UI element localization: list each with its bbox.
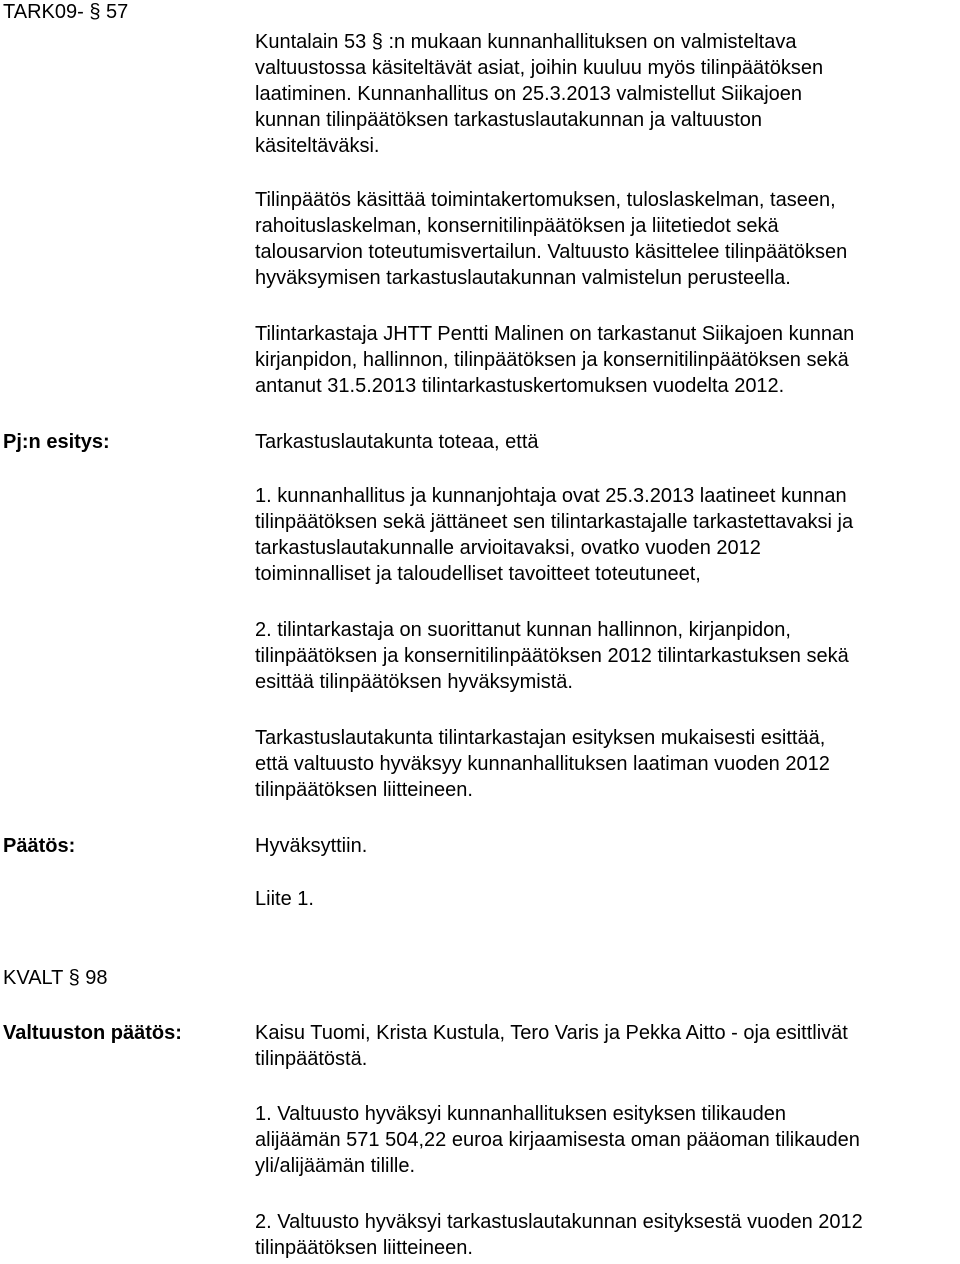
section-sign: § xyxy=(89,1,101,23)
text-line: Tarkastuslautakunta tilintarkastajan esityksen mukaisesti esittää, xyxy=(255,727,826,749)
council-decision-2 xyxy=(255,1209,955,1261)
section-sign: § xyxy=(68,967,80,989)
paragraph-contents xyxy=(255,187,955,291)
text-line: Tilinpäätös käsittää toimintakertomuksen, tuloslaskelman, taseen, xyxy=(255,189,836,211)
text-line: käsiteltäväksi. xyxy=(255,135,380,157)
text-line: laatiminen. Kunnanhallitus on 25.3.2013 valmistellut Siikajoen xyxy=(255,83,803,105)
text-line: toiminnalliset ja taloudelliset tavoitteet toteutuneet, xyxy=(255,563,701,585)
text-line: Tilintarkastaja JHTT Pentti Malinen on tarkastanut Siikajoen kunnan xyxy=(255,323,855,345)
text-line: talousarvion toteutumisvertailun. Valtuusto käsittelee tilinpäätöksen xyxy=(255,241,848,263)
text-line: alijäämän 571 504,22 euroa kirjaamisesta oman pääoman tilikauden xyxy=(255,1129,860,1151)
text-line: tilinpäätöksen sekä jättäneet sen tilintarkastajalle tarkastettavaksi ja xyxy=(255,511,854,533)
section-heading-kvalt xyxy=(3,965,108,991)
text-line: esittää tilinpäätöksen hyväksymistä. xyxy=(255,671,573,693)
section-code: TARK09- xyxy=(3,1,84,23)
text-line: Liite 1. xyxy=(255,888,314,910)
text-line: rahoituslaskelman, konsernitilinpäätöksen ja liitetiedot sekä xyxy=(255,215,779,237)
text-line: Tarkastuslautakunta toteaa, että xyxy=(255,431,539,453)
label-decision: Päätös: xyxy=(3,835,76,857)
label-proposal: Pj:n esitys: xyxy=(3,431,110,453)
list-item-2 xyxy=(255,617,955,695)
text-line: että valtuusto hyväksyy kunnanhallituksen laatiman vuoden 2012 xyxy=(255,753,830,775)
text-line: kunnan tilinpäätöksen tarkastuslautakunnan ja valtuuston xyxy=(255,109,763,131)
text-line: 2. Valtuusto hyväksyi tarkastuslautakunnan esityksestä vuoden 2012 xyxy=(255,1211,863,1233)
text-line: antanut 31.5.2013 tilintarkastuskertomuksen vuodelta 2012. xyxy=(255,375,785,397)
section-number: 98 xyxy=(85,967,108,989)
paragraph-audit xyxy=(255,321,955,399)
text-line: kirjanpidon, hallinnon, tilinpäätöksen ja konsernitilinpäätöksen sekä xyxy=(255,349,849,371)
paragraph-presenters xyxy=(255,1020,955,1072)
text-line: tilinpäätöstä. xyxy=(255,1048,368,1070)
section-number: 57 xyxy=(106,1,129,23)
text-line: Kaisu Tuomi, Krista Kustula, Tero Varis ja Pekka Aitto - oja esittlivät xyxy=(255,1022,848,1044)
text-line: 1. Valtuusto hyväksyi kunnanhallituksen esityksen tilikauden xyxy=(255,1103,787,1125)
list-item-1 xyxy=(255,483,955,587)
text-line: tilinpäätöksen liitteineen. xyxy=(255,1237,473,1259)
section-heading-tark xyxy=(3,0,128,25)
text-line: Kuntalain 53 § :n mukaan kunnanhallituksen on valmisteltava xyxy=(255,31,797,53)
text-line: 1. kunnanhallitus ja kunnanjohtaja ovat 25.3.2013 laatineet kunnan xyxy=(255,485,847,507)
text-line: yli/alijäämän tilille. xyxy=(255,1155,416,1177)
text-line: valtuustossa käsiteltävät asiat, joihin kuuluu myös tilinpäätöksen xyxy=(255,57,824,79)
text-line: 2. tilintarkastaja on suorittanut kunnan hallinnon, kirjanpidon, xyxy=(255,619,791,641)
text-line: tilinpäätöksen liitteineen. xyxy=(255,779,473,801)
label-council-decision: Valtuuston päätös: xyxy=(3,1022,182,1044)
paragraph-legal-basis xyxy=(255,29,955,159)
text-line: tarkastuslautakunnalle arvioitavaksi, ovatko vuoden 2012 xyxy=(255,537,761,559)
paragraph-statement-intro xyxy=(255,429,955,455)
text-line: tilinpäätöksen ja konsernitilinpäätöksen 2012 tilintarkastuksen sekä xyxy=(255,645,849,667)
attachment-note xyxy=(255,886,955,912)
paragraph-recommendation xyxy=(255,725,955,803)
text-line: hyväksymisen tarkastuslautakunnan valmistelun perusteella. xyxy=(255,267,791,289)
section-code: KVALT xyxy=(3,967,64,989)
council-decision-1 xyxy=(255,1101,955,1179)
text-line: Hyväksyttiin. xyxy=(255,835,368,857)
decision-text xyxy=(255,833,955,859)
